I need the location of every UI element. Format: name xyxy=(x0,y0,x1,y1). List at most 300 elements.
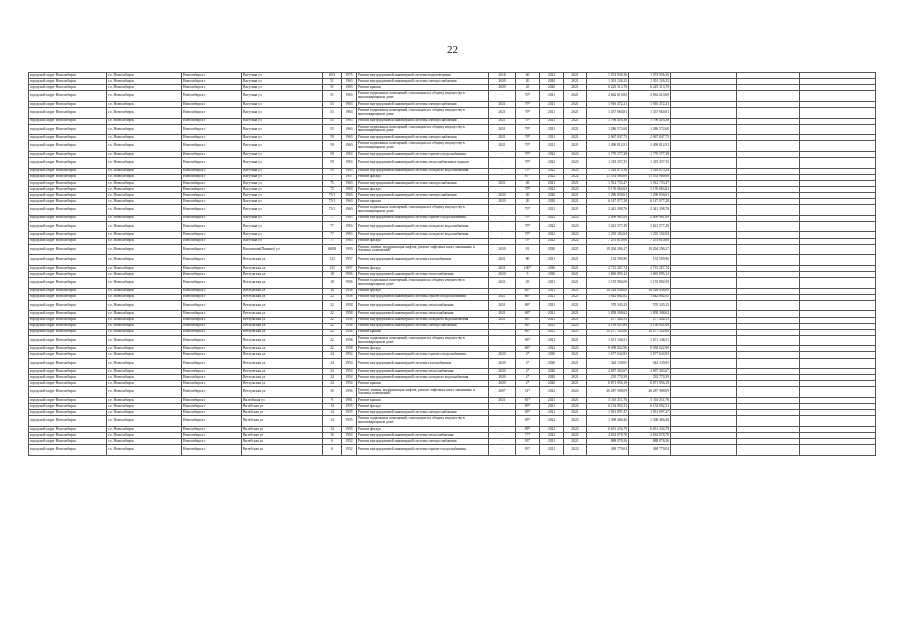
table-cell: 2020 xyxy=(540,358,564,369)
table-cell: 2021 xyxy=(564,381,587,387)
table-cell: 1996 xyxy=(342,387,357,398)
table-cell: 8 058 022,90 xyxy=(629,346,671,352)
table-cell: 51 xyxy=(323,91,342,102)
table-cell: 2 150 921,69 xyxy=(587,323,629,329)
table-cell: Вагутина ул xyxy=(242,215,323,221)
table-row xyxy=(29,278,876,289)
table-cell: 2020 xyxy=(540,244,564,255)
table-cell: 1 677 634,93 xyxy=(587,352,629,358)
table-cell: Ремонт подвальных помещений, относящихся к общему имуществу в многоквартирном доме xyxy=(357,278,489,289)
table-cell: 2022 xyxy=(540,174,564,180)
table-cell: 1 621 577,49 xyxy=(629,221,671,232)
table-cell: Новосибирск г xyxy=(182,73,242,79)
table-cell: 277 262,55 xyxy=(629,317,671,323)
table-cell xyxy=(671,278,737,289)
table-cell: 2022 xyxy=(564,158,587,169)
table-cell xyxy=(737,205,800,216)
table-cell: г.о. Новосибирск xyxy=(107,107,182,118)
table-cell: г.о. Новосибирск xyxy=(107,205,182,216)
table-cell: Новосибирск г xyxy=(182,416,242,427)
table-cell: 30 xyxy=(323,387,342,398)
table-cell: городской округ Новосибирск xyxy=(29,158,107,169)
table-cell: городской округ Новосибирск xyxy=(29,193,107,199)
table-cell xyxy=(737,158,800,169)
table-cell: 24 xyxy=(323,369,342,375)
table-cell: Ремонт подвальных помещений, относящихся к общему имуществу в многоквартирном доме xyxy=(357,141,489,152)
table-cell: 6 154 092,31 xyxy=(629,404,671,410)
table-cell: Ремонт внутридомовой инженерной системы горячего водоснабжения xyxy=(357,352,489,358)
table-cell: 2 067 847,73 xyxy=(587,135,629,141)
table-cell: 1 916 472,21 xyxy=(587,101,629,107)
table-cell: Новосибирск г xyxy=(182,141,242,152)
table-cell: 2021 xyxy=(540,317,564,323)
table-cell: - xyxy=(489,404,516,410)
table-cell: г.о. Новосибирск xyxy=(107,311,182,317)
table-row xyxy=(29,124,876,135)
table-cell: Новосибирск г xyxy=(182,404,242,410)
table-cell: 2020 xyxy=(489,244,516,255)
table-cell: 18 xyxy=(323,271,342,277)
table-cell: Витебская ул xyxy=(242,404,323,410)
table-cell: 6 871 956,19 xyxy=(587,381,629,387)
table-cell: 2022 xyxy=(564,221,587,232)
table-cell: 59 xyxy=(323,158,342,169)
table-cell: г.о. Новосибирск xyxy=(107,317,182,323)
table-row xyxy=(29,205,876,216)
table-cell: 79* xyxy=(516,205,540,216)
table-cell: городской округ Новосибирск xyxy=(29,91,107,102)
table-cell: 1 621 577,49 xyxy=(587,221,629,232)
table-cell: 2020 xyxy=(540,352,564,358)
table-cell: 1 235 102,04 xyxy=(587,232,629,238)
table-cell: 1961 xyxy=(342,398,357,404)
table-cell: 2* xyxy=(516,352,540,358)
table-cell: Витебская ул xyxy=(242,410,323,416)
table-cell: 2020 xyxy=(489,79,516,85)
table-cell: Вагутина ул xyxy=(242,238,323,244)
table-cell: Новосибирск г xyxy=(182,278,242,289)
table-cell: Вагутина ул xyxy=(242,193,323,199)
table-cell: 2 715 267,74 xyxy=(587,265,629,271)
table-cell: Ремонт внутридомовой инженерной системы электроснабжения xyxy=(357,101,489,107)
table-cell: г.о. Новосибирск xyxy=(107,124,182,135)
table-cell xyxy=(800,91,876,102)
table-cell xyxy=(671,158,737,169)
table-cell: 6 147 077,28 xyxy=(629,199,671,205)
table-cell: 14 xyxy=(323,426,342,432)
table-cell: Ремонт фасада xyxy=(357,174,489,180)
table-cell xyxy=(671,91,737,102)
table-cell: 2020 xyxy=(489,85,516,91)
table-cell: Новосибирск г xyxy=(182,381,242,387)
table-cell xyxy=(737,221,800,232)
table-cell: 75 xyxy=(323,186,342,192)
table-cell: 79* xyxy=(516,168,540,174)
table-row xyxy=(29,445,876,456)
table-cell: 2021 xyxy=(564,91,587,102)
table-cell: 93* xyxy=(516,439,540,445)
table-cell: 2021 xyxy=(540,135,564,141)
table-cell: Ремонт внутридомовой инженерной системы электроснабжения xyxy=(357,323,489,329)
table-cell: 2* xyxy=(516,369,540,375)
table-cell xyxy=(800,158,876,169)
table-cell: г.о. Новосибирск xyxy=(107,278,182,289)
table-cell: г.о. Новосибирск xyxy=(107,358,182,369)
table-cell: 2 662 610,60 xyxy=(629,91,671,102)
table-cell: 9 xyxy=(323,398,342,404)
table-cell: Ветлужская ул xyxy=(242,352,323,358)
table-cell: 2 662 610,60 xyxy=(587,91,629,102)
table-cell: Вахтангова(Пашино) ул xyxy=(242,244,323,255)
table-cell: Ремонт внутридомовой инженерной системы электроснабжения xyxy=(357,118,489,124)
table-cell: Новосибирск г xyxy=(182,426,242,432)
table-cell: - xyxy=(489,346,516,352)
table-cell: 1 301 126,32 xyxy=(629,79,671,85)
table-cell: - xyxy=(489,323,516,329)
table-cell: 2022 xyxy=(564,238,587,244)
table-cell: 277 262,55 xyxy=(587,317,629,323)
table-cell: Новосибирск г xyxy=(182,375,242,381)
table-cell: г.о. Новосибирск xyxy=(107,369,182,375)
table-cell: Ремонт крыши xyxy=(357,85,489,91)
table-cell: городской округ Новосибирск xyxy=(29,255,107,266)
table-cell: Новосибирск г xyxy=(182,398,242,404)
table-cell: 1 074 936,36 xyxy=(629,73,671,79)
table-cell: 2021 xyxy=(540,180,564,186)
table-cell: 16 526 938,00 xyxy=(587,288,629,294)
table-cell: 1 796 416,38 xyxy=(587,118,629,124)
table-row xyxy=(29,244,876,255)
table-row xyxy=(29,107,876,118)
table-cell: 59 xyxy=(323,168,342,174)
table-cell: 2021 xyxy=(489,255,516,266)
table-row xyxy=(29,91,876,102)
table-cell: 888 076,56 xyxy=(629,439,671,445)
table-cell: Новосибирск г xyxy=(182,288,242,294)
table-cell: 1 308 466,46 xyxy=(587,416,629,427)
table-cell: 14 xyxy=(323,416,342,427)
table-cell: Ремонт фасада xyxy=(357,346,489,352)
table-cell: городской округ Новосибирск xyxy=(29,329,107,335)
table-cell: 2021 xyxy=(540,288,564,294)
table-cell: Новосибирск г xyxy=(182,329,242,335)
table-cell: городской округ Новосибирск xyxy=(29,410,107,416)
table-cell: 79* xyxy=(516,158,540,169)
table-cell: 2021 xyxy=(489,107,516,118)
table-cell: 75/1 xyxy=(323,193,342,199)
table-cell: 89* xyxy=(516,410,540,416)
table-cell: 86* xyxy=(516,323,540,329)
table-cell: 570 345,25 xyxy=(587,300,629,311)
table-cell: Витебская ул xyxy=(242,445,323,456)
table-cell: 10 277 122,00 xyxy=(587,329,629,335)
table-cell: 344 139,05 xyxy=(587,358,629,369)
table-cell: г.о. Новосибирск xyxy=(107,398,182,404)
table-cell: Ремонт внутридомовой инженерной системы горячего водоснабжения xyxy=(357,445,489,456)
table-cell: 2021 xyxy=(564,335,587,346)
table-cell: - xyxy=(489,445,516,456)
table-cell: 1 858 308,62 xyxy=(587,311,629,317)
table-cell xyxy=(800,278,876,289)
table-cell: Новосибирск г xyxy=(182,107,242,118)
table-cell: г.о. Новосибирск xyxy=(107,141,182,152)
table-cell: 2020 xyxy=(489,381,516,387)
table-cell: 45 xyxy=(516,85,540,91)
table-cell: 2020 xyxy=(540,375,564,381)
table-cell: 77* xyxy=(516,433,540,439)
table-cell: г.о. Новосибирск xyxy=(107,221,182,232)
table-cell: - xyxy=(489,205,516,216)
table-cell: 2022 xyxy=(564,445,587,456)
table-cell: Новосибирск г xyxy=(182,118,242,124)
table-cell: 1 308 466,46 xyxy=(629,416,671,427)
table-cell: 1955 xyxy=(342,410,357,416)
table-cell: 2021 xyxy=(564,300,587,311)
table-row xyxy=(29,416,876,427)
table-cell: г.о. Новосибирск xyxy=(107,168,182,174)
table-cell: 2018 xyxy=(489,73,516,79)
table-cell: городской округ Новосибирск xyxy=(29,244,107,255)
table-cell: Ремонт внутридомовой инженерной системы холодного водоснабжения xyxy=(357,317,489,323)
table-cell: 235 770,39 xyxy=(629,375,671,381)
table-cell: 2021 xyxy=(540,404,564,410)
table-cell: г.о. Новосибирск xyxy=(107,91,182,102)
table-cell: Новосибирск г xyxy=(182,135,242,141)
table-cell: 1 296 830,61 xyxy=(587,193,629,199)
table-cell: Ветлужская ул xyxy=(242,265,323,271)
table-cell: Ремонт фасада xyxy=(357,404,489,410)
table-cell xyxy=(671,358,737,369)
table-cell: 2022 xyxy=(564,215,587,221)
table-cell: 1963 xyxy=(342,158,357,169)
table-cell: 2022 xyxy=(564,404,587,410)
table-cell: Ремонт внутридомовой инженерной системы холодного водоснабжения xyxy=(357,232,489,238)
table-row xyxy=(29,335,876,346)
table-cell xyxy=(800,445,876,456)
table-cell: городской округ Новосибирск xyxy=(29,445,107,456)
table-cell: 1956 xyxy=(342,278,357,289)
table-cell: 2021 xyxy=(564,398,587,404)
table-cell: г.о. Новосибирск xyxy=(107,265,182,271)
table-cell: 2022 xyxy=(564,174,587,180)
table-cell: 2022 xyxy=(540,426,564,432)
table-cell: 2021 xyxy=(489,265,516,271)
table-cell: 50 xyxy=(516,193,540,199)
table-cell: Вагутина ул xyxy=(242,174,323,180)
table-cell: Новосибирск г xyxy=(182,85,242,91)
table-cell: Новосибирск г xyxy=(182,215,242,221)
table-cell: 49/3 xyxy=(323,73,342,79)
table-cell: Ветлужская ул xyxy=(242,271,323,277)
table-cell: Ремонт крыши xyxy=(357,329,489,335)
table-cell: Новосибирск г xyxy=(182,101,242,107)
table-cell: 2022 xyxy=(540,215,564,221)
table-cell: городской округ Новосибирск xyxy=(29,135,107,141)
table-cell: Новосибирск г xyxy=(182,168,242,174)
table-cell: 2021 xyxy=(540,91,564,102)
table-cell: 2021 xyxy=(564,439,587,445)
table-cell xyxy=(737,244,800,255)
table-cell: 2021 xyxy=(564,352,587,358)
table-cell: 1955 xyxy=(342,404,357,410)
table-cell: 2022 xyxy=(540,221,564,232)
table-cell: городской округ Новосибирск xyxy=(29,265,107,271)
table-cell: 2021 xyxy=(540,398,564,404)
table-cell: 570 345,25 xyxy=(629,300,671,311)
table-cell: 1 951 897,47 xyxy=(629,410,671,416)
table-cell: 2021 xyxy=(564,107,587,118)
table-cell: 1963 xyxy=(342,151,357,157)
table-cell: 2 150 921,69 xyxy=(629,323,671,329)
table-cell xyxy=(737,255,800,266)
table-cell: 2020 xyxy=(540,381,564,387)
table-cell: 2021 xyxy=(540,311,564,317)
table-cell: Новосибирск г xyxy=(182,151,242,157)
table-cell: Новосибирск г xyxy=(182,124,242,135)
table-cell xyxy=(671,300,737,311)
table-cell: городской округ Новосибирск xyxy=(29,375,107,381)
table-cell: 1 155 982,69 xyxy=(587,278,629,289)
table-body xyxy=(29,73,876,456)
table-cell: 1952 xyxy=(342,439,357,445)
table-cell: Ремонт подвальных помещений, относящихся к общему имуществу в многоквартирном доме xyxy=(357,107,489,118)
table-cell: 68/08 xyxy=(323,244,342,255)
table-cell: 1 842 882,82 xyxy=(629,294,671,300)
table-cell xyxy=(800,255,876,266)
table-cell: городской округ Новосибирск xyxy=(29,323,107,329)
table-cell: 1963 xyxy=(342,180,357,186)
table-cell: 2020 xyxy=(489,358,516,369)
table-cell xyxy=(737,387,800,398)
table-cell xyxy=(800,300,876,311)
table-cell xyxy=(737,445,800,456)
table-cell: г.о. Новосибирск xyxy=(107,404,182,410)
table-cell: городской округ Новосибирск xyxy=(29,232,107,238)
table-cell: 1963 xyxy=(342,135,357,141)
table-cell: городской округ Новосибирск xyxy=(29,369,107,375)
table-cell: 24 xyxy=(323,375,342,381)
table-cell: городской округ Новосибирск xyxy=(29,426,107,432)
table-cell: 24 xyxy=(323,381,342,387)
table-cell: 2021 xyxy=(489,278,516,289)
table-cell: 1 842 882,82 xyxy=(587,294,629,300)
table-cell: 2021 xyxy=(564,205,587,216)
table-cell: Новосибирск г xyxy=(182,244,242,255)
table-cell: городской округ Новосибирск xyxy=(29,79,107,85)
table-cell: 2021 xyxy=(540,294,564,300)
table-cell: городской округ Новосибирск xyxy=(29,346,107,352)
table-cell: 2022 xyxy=(564,346,587,352)
table-cell: 1956 xyxy=(342,288,357,294)
table-cell: городской округ Новосибирск xyxy=(29,215,107,221)
table-cell: 70* xyxy=(516,91,540,102)
table-cell: 1963 xyxy=(342,91,357,102)
table-cell: Новосибирск г xyxy=(182,271,242,277)
table-cell: 2021 xyxy=(540,101,564,107)
table-cell: 1 912 733,47 xyxy=(629,180,671,186)
table-cell: Новосибирск г xyxy=(182,180,242,186)
table-cell: 79* xyxy=(516,124,540,135)
table-cell: 8 058 022,90 xyxy=(587,346,629,352)
table-cell: - xyxy=(489,215,516,221)
table-cell: 22 xyxy=(323,329,342,335)
table-cell: 51 xyxy=(323,79,342,85)
table-cell: 2021 xyxy=(540,255,564,266)
table-cell: г.о. Новосибирск xyxy=(107,416,182,427)
table-cell: Ветлужская ул xyxy=(242,358,323,369)
table-cell: г.о. Новосибирск xyxy=(107,294,182,300)
table-cell: Новосибирск г xyxy=(182,346,242,352)
table-cell: 81 xyxy=(516,244,540,255)
table-cell: 1 357 660,81 xyxy=(629,107,671,118)
table-cell: 2022 xyxy=(540,158,564,169)
table-cell: 1958 xyxy=(342,311,357,317)
table-cell: городской округ Новосибирск xyxy=(29,205,107,216)
table-cell: 1958 xyxy=(342,294,357,300)
table-cell: 1963 xyxy=(342,168,357,174)
table-cell: 5 116 311,76 xyxy=(629,398,671,404)
table-cell: - xyxy=(489,439,516,445)
table-cell: 51* xyxy=(516,387,540,398)
table-cell: 1963 xyxy=(342,215,357,221)
table-cell: 100* xyxy=(516,265,540,271)
table-cell: 59 xyxy=(323,141,342,152)
table-cell: 2021 xyxy=(564,255,587,266)
table-cell: Новосибирск г xyxy=(182,294,242,300)
table-cell: 1963 xyxy=(342,199,357,205)
table-cell: Ремонт внутридомовой инженерной системы электроснабжения xyxy=(357,193,489,199)
table-cell: 86* xyxy=(516,294,540,300)
table-cell: 1956 xyxy=(342,271,357,277)
table-cell: 2022 xyxy=(564,387,587,398)
table-cell: Вагутина ул xyxy=(242,107,323,118)
table-cell xyxy=(671,107,737,118)
table-cell: городской округ Новосибирск xyxy=(29,141,107,152)
table-cell xyxy=(800,387,876,398)
table-cell: 1975 xyxy=(342,73,357,79)
table-cell xyxy=(800,107,876,118)
table-cell xyxy=(671,141,737,152)
table-row xyxy=(29,358,876,369)
table-cell: Ветлужская ул xyxy=(242,346,323,352)
table-cell: Вагутина ул xyxy=(242,79,323,85)
table-cell: 77 xyxy=(323,221,342,232)
table-cell: г.о. Новосибирск xyxy=(107,193,182,199)
table-cell: Новосибирск г xyxy=(182,439,242,445)
table-cell: 24 xyxy=(323,358,342,369)
table-cell: 2 009 961,09 xyxy=(587,215,629,221)
table-cell: г.о. Новосибирск xyxy=(107,387,182,398)
table-cell: 123 xyxy=(323,255,342,266)
table-cell: 86* xyxy=(516,311,540,317)
table-row xyxy=(29,300,876,311)
table-cell: Вагутина ул xyxy=(242,232,323,238)
table-cell: Ремонт фасада xyxy=(357,426,489,432)
table-cell: городской округ Новосибирск xyxy=(29,398,107,404)
table-cell: 77 xyxy=(323,232,342,238)
table-cell: 1 490 812,91 xyxy=(587,141,629,152)
table-cell: 2* xyxy=(516,358,540,369)
table-cell: 2021 xyxy=(564,410,587,416)
table-cell xyxy=(671,387,737,398)
table-cell: - xyxy=(489,335,516,346)
table-cell: - xyxy=(489,329,516,335)
table-cell: 2020 xyxy=(489,193,516,199)
table-cell: Новосибирск г xyxy=(182,323,242,329)
table-cell xyxy=(671,205,737,216)
table-cell: - xyxy=(489,151,516,157)
table-cell: 22 xyxy=(323,300,342,311)
